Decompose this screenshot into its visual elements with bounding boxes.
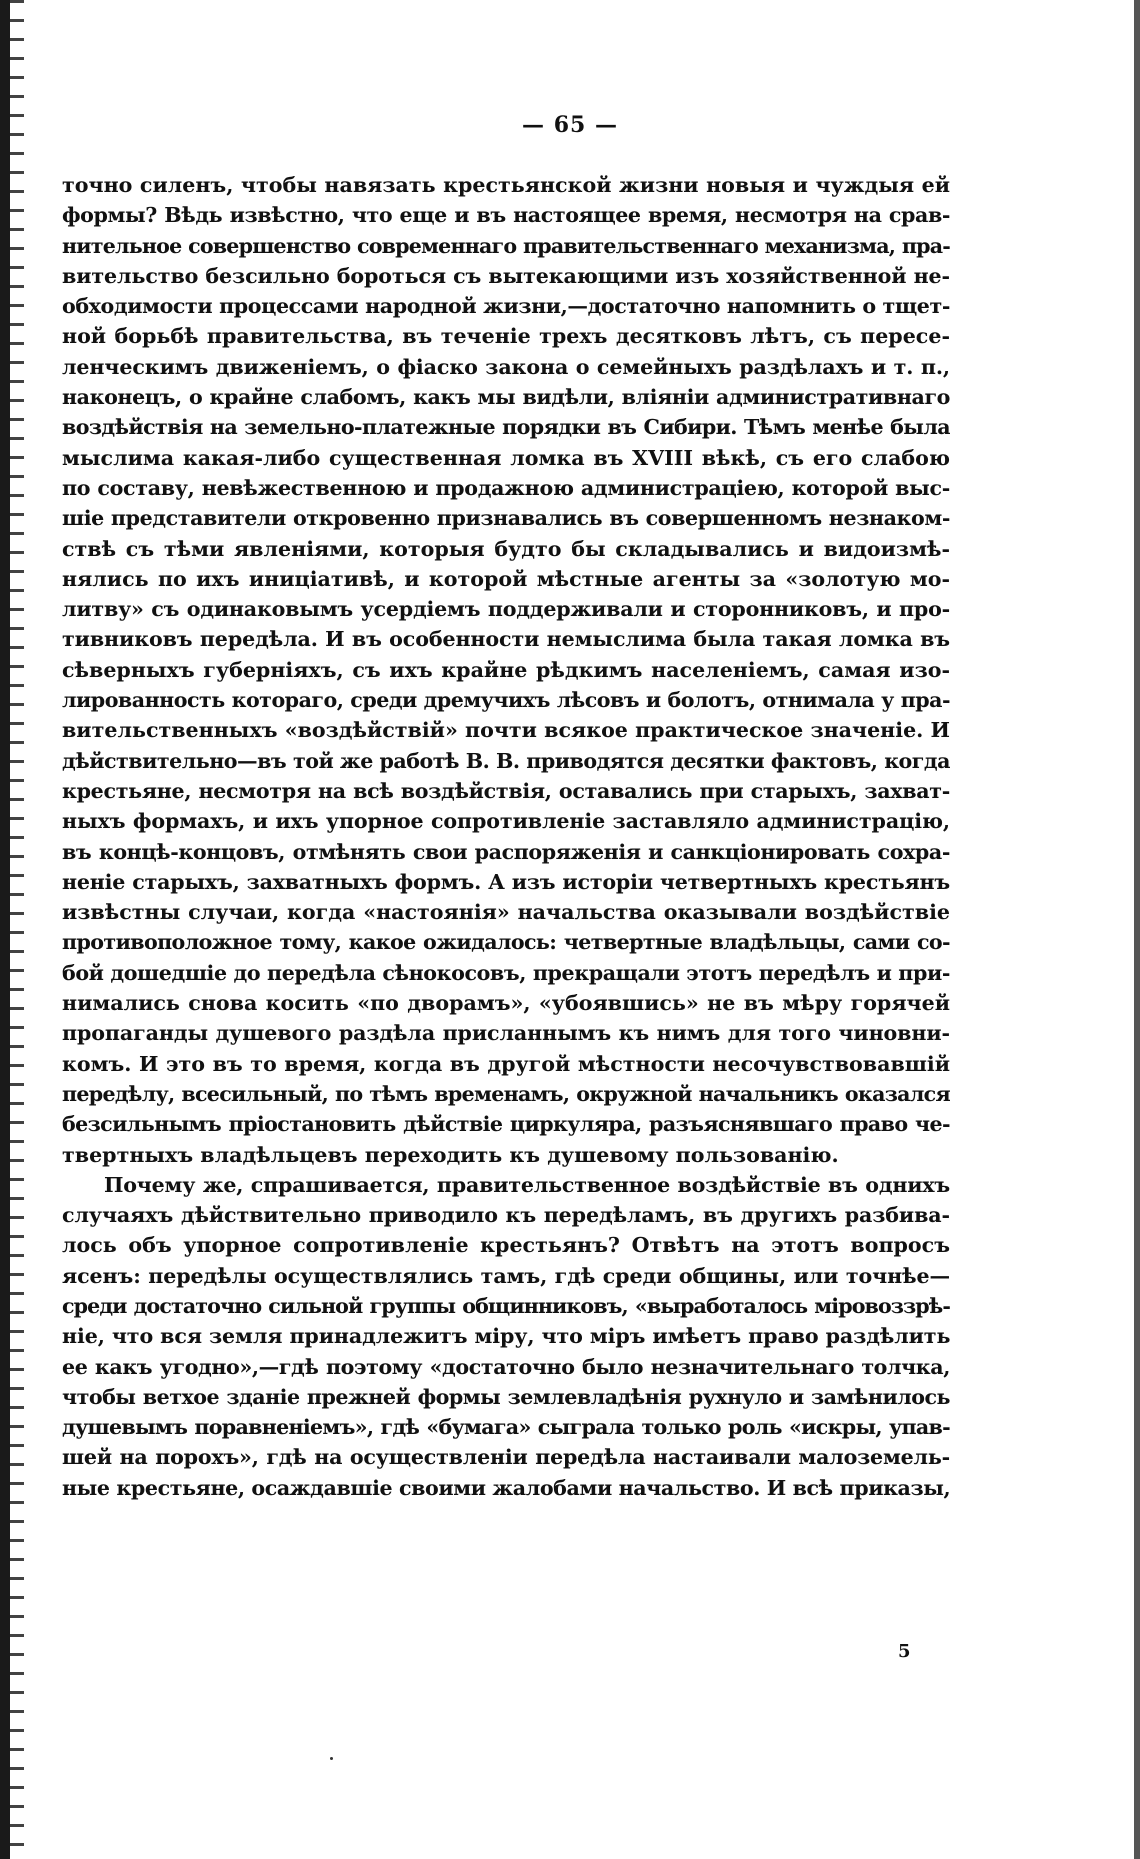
text-line: крестьяне, несмотря на всѣ воздѣйствія, оставались при старыхъ, захват-: [62, 778, 950, 803]
text-line: вительственныхъ «воздѣйствій» почти всякое практическое значеніе. И: [62, 718, 950, 743]
text-line: ной борьбѣ правительства, въ теченіе трехъ десятковъ лѣтъ, съ пересе-: [62, 324, 950, 349]
text-line: шіе представители откровенно признавались въ совершенномъ незнаком-: [62, 506, 950, 531]
text-line: среди достаточно сильной группы общинниковъ, «выработалось міровоззрѣ-: [62, 1293, 950, 1318]
text-line: ленческимъ движеніемъ, о фіаско закона о семейныхъ раздѣлахъ и т. п.,: [62, 354, 950, 379]
text-line: неніе старыхъ, захватныхъ формъ. А изъ исторіи четвертныхъ крестьянъ: [62, 869, 950, 894]
body-text: [62, 170, 950, 1503]
text-line: чтобы ветхое зданіе прежней формы землевладѣнія рухнуло и замѣнилось: [62, 1384, 950, 1409]
scan-edge-left: [0, 0, 10, 1859]
text-line: тивниковъ передѣла. И въ особенности немыслима была такая ломка въ: [62, 627, 950, 652]
text-line: безсильнымъ пріостановить дѣйствіе циркуляра, разъяснявшаго право че-: [62, 1112, 950, 1137]
text-line: по составу, невѣжественною и продажною администраціею, которой выс-: [62, 475, 950, 500]
text-line: наконецъ, о крайне слабомъ, какъ мы видѣли, вліяніи административнаго: [62, 385, 950, 410]
text-line: литву» съ одинаковымъ усердіемъ поддерживали и сторонниковъ, и про-: [62, 597, 950, 622]
text-line: душевымъ поравненіемъ», гдѣ «бумага» сыграла только роль «искры, упав-: [62, 1415, 950, 1440]
text-line: противоположное тому, какое ожидалось: четвертные владѣльцы, сами со-: [62, 930, 950, 955]
text-line: мыслима какая-либо существенная ломка въ XVIII вѣкѣ, съ его слабою: [62, 445, 950, 470]
scan-edge-left-ticks: [10, 0, 24, 1859]
text-line: ее какъ угодно»,—гдѣ поэтому «достаточно было незначительнаго толчка,: [62, 1354, 950, 1379]
text-line: точно силенъ, чтобы навязать крестьянской жизни новыя и чуждыя ей: [62, 173, 950, 197]
text-line: формы? Вѣдь извѣстно, что еще и въ настоящее время, несмотря на срав-: [62, 203, 950, 228]
text-line: пропаганды душевого раздѣла присланнымъ къ нимъ для того чиновни-: [62, 1021, 950, 1046]
text-line: въ концѣ-концовъ, отмѣнять свои распоряженія и санкціонировать сохра-: [62, 839, 950, 864]
text-line: твертныхъ владѣльцевъ переходить къ душевому пользованію.: [62, 1142, 839, 1167]
scan-edge-right: [1134, 0, 1140, 1859]
text-line: случаяхъ дѣйствительно приводило къ передѣламъ, въ другихъ разбива-: [62, 1203, 950, 1228]
scan-speck: [330, 1757, 333, 1760]
text-line: лированность котораго, среди дремучихъ лѣсовъ и болотъ, отнимала у пра-: [62, 688, 950, 713]
text-line: ясенъ: передѣлы осуществлялись тамъ, гдѣ среди общины, или точнѣе—: [62, 1263, 950, 1288]
text-line: комъ. И это въ то время, когда въ другой мѣстности несочувствовавшій: [62, 1051, 950, 1076]
text-line: нительное совершенство современнаго правительственнаго механизма, пра-: [62, 233, 950, 258]
text-line: нимались снова косить «по дворамъ», «убоявшись» не въ мѣру горячей: [62, 991, 950, 1016]
text-line: ствѣ съ тѣми явленіями, которыя будто бы складывались и видоизмѣ-: [62, 536, 950, 561]
text-line: воздѣйствія на земельно-платежные порядки въ Сибири. Тѣмъ менѣе была: [62, 415, 950, 440]
text-line: шей на порохъ», гдѣ на осуществленіи передѣла настаивали малоземель-: [62, 1445, 950, 1470]
text-line: Почему же, спрашивается, правительственное воздѣйствіе въ однихъ: [104, 1172, 950, 1197]
text-line: дѣйствительно—въ той же работѣ В. В. приводятся десятки фактовъ, когда: [62, 748, 950, 773]
text-line: сѣверныхъ губерніяхъ, съ ихъ крайне рѣдкимъ населеніемъ, самая изо-: [62, 657, 950, 682]
text-line: обходимости процессами народной жизни,—достаточно напомнить о тщет-: [62, 294, 950, 319]
text-line: ные крестьяне, осаждавшіе своими жалобами начальство. И всѣ приказы,: [62, 1475, 950, 1500]
signature-mark: 5: [898, 1641, 911, 1662]
text-line: передѣлу, всесильный, по тѣмъ временамъ, окружной начальникъ оказался: [62, 1081, 950, 1106]
text-line: нялись по ихъ иниціативѣ, и которой мѣстные агенты за «золотую мо-: [62, 566, 950, 591]
text-line: вительство безсильно бороться съ вытекающими изъ хозяйственной не-: [62, 263, 950, 288]
text-line: ніе, что вся земля принадлежитъ міру, что міръ имѣетъ право раздѣлить: [62, 1324, 950, 1349]
text-line: извѣстны случаи, когда «настоянія» начальства оказывали воздѣйствіе: [62, 900, 950, 925]
text-line: бой дошедшіе до передѣла сѣнокосовъ, прекращали этотъ передѣлъ и при-: [62, 960, 950, 985]
text-line: ныхъ формахъ, и ихъ упорное сопротивленіе заставляло администрацію,: [62, 809, 950, 834]
text-line: лось объ упорное сопротивленіе крестьянъ? Отвѣтъ на этотъ вопросъ: [62, 1233, 950, 1258]
page-number: — 65 —: [522, 112, 618, 138]
